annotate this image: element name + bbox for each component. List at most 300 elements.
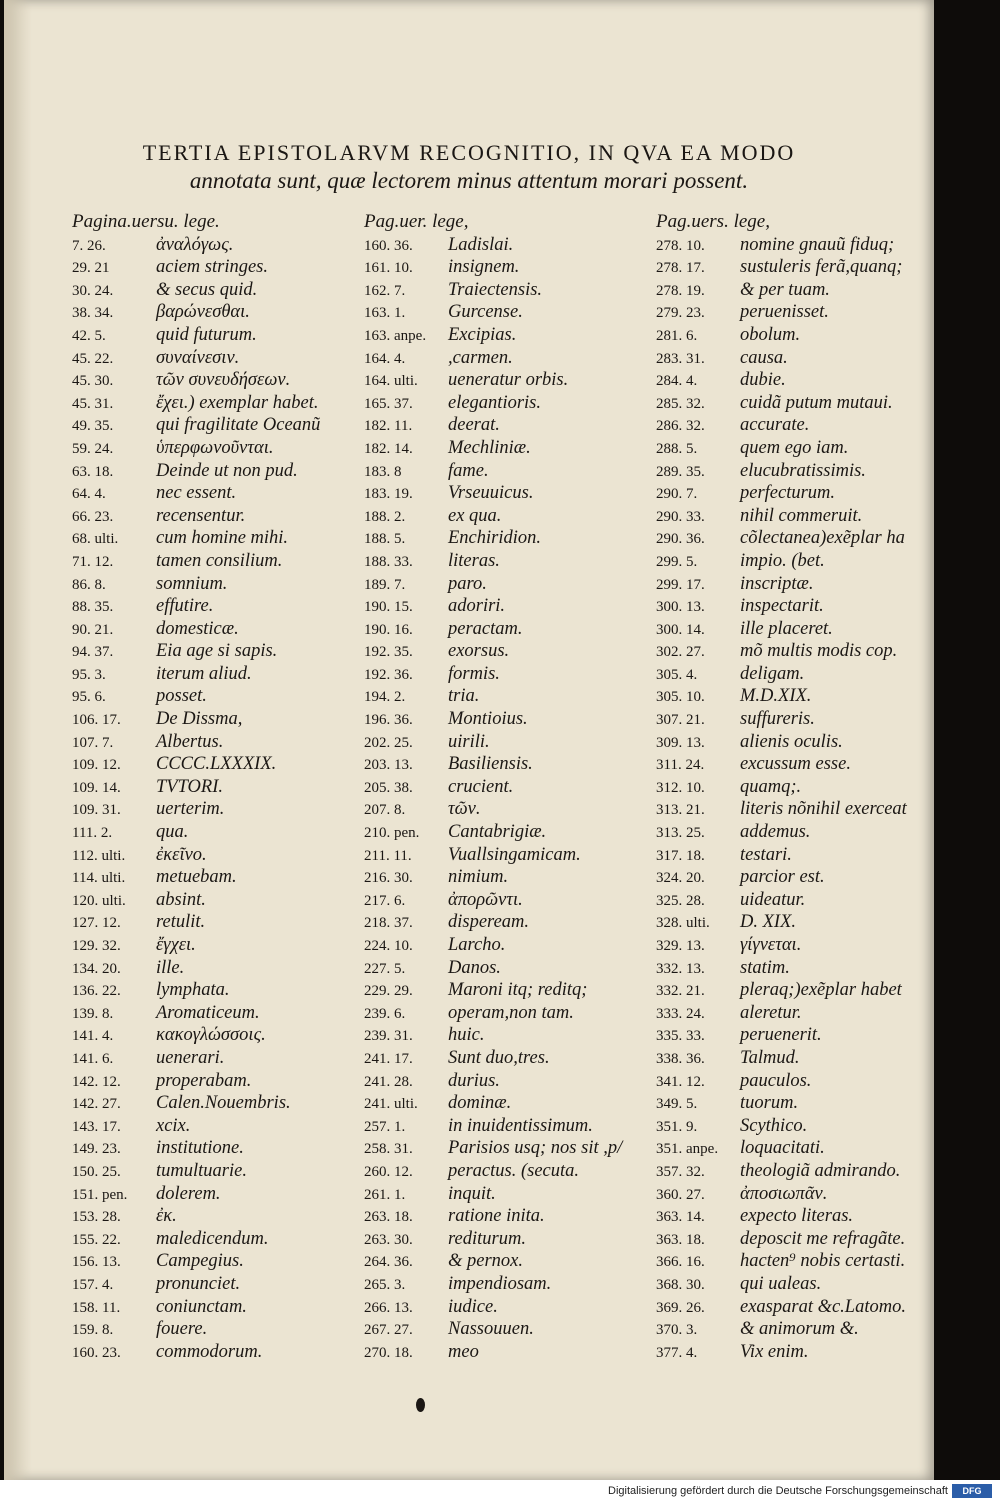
corrected-reading: uerterim.: [156, 799, 225, 820]
corrected-reading: nihil commeruit.: [740, 505, 863, 526]
corrected-reading: ratione inita.: [448, 1206, 545, 1227]
corrected-reading: Basiliensis.: [448, 754, 533, 775]
corrected-reading: inscriptæ.: [740, 573, 814, 594]
corrected-reading: domesticæ.: [156, 618, 239, 639]
errata-entry: [656, 957, 934, 980]
corrected-reading: Excipias.: [448, 324, 517, 345]
corrected-reading: exasparat &c.Latomo.: [740, 1296, 906, 1317]
errata-entry: [656, 1024, 934, 1047]
page-line-reference: 286. 32.: [656, 418, 705, 435]
page-line-reference: 300. 13.: [656, 599, 705, 616]
page-line-reference: 94. 37.: [72, 644, 114, 661]
errata-entry: [72, 1318, 362, 1341]
errata-entry: [72, 1115, 362, 1138]
page-heading-line1: TERTIA EPISTOLARVM RECOGNITIO, IN QVA EA MODO: [142, 140, 796, 165]
errata-entry: [656, 1341, 934, 1364]
errata-entry: [364, 640, 654, 663]
errata-entry: [656, 301, 934, 324]
errata-entry: [364, 369, 654, 392]
corrected-reading: accurate.: [740, 415, 810, 436]
errata-entry: [364, 392, 654, 415]
page-line-reference: 160. 23.: [72, 1344, 121, 1361]
errata-entry: [72, 1070, 362, 1093]
errata-entry: [364, 889, 654, 912]
corrected-reading: quamq;.: [740, 776, 802, 797]
errata-entry: [656, 640, 934, 663]
corrected-reading: somnium.: [156, 573, 228, 594]
errata-entry: [364, 279, 654, 302]
errata-entry: [72, 573, 362, 596]
page-line-reference: 312. 10.: [656, 779, 705, 796]
page-line-reference: 188. 5.: [364, 531, 406, 548]
page-line-reference: 241. 17.: [364, 1050, 413, 1067]
corrected-reading: quid futurum.: [156, 324, 257, 345]
page-line-reference: 257. 1.: [364, 1118, 406, 1135]
errata-entry: [72, 1205, 362, 1228]
page-line-reference: 299. 17.: [656, 576, 705, 593]
page-line-reference: 263. 30.: [364, 1231, 413, 1248]
errata-entry: [656, 934, 934, 957]
errata-entry: [656, 1205, 934, 1228]
corrected-reading: fame.: [448, 460, 489, 481]
errata-entry: [364, 1092, 654, 1115]
errata-entry: [364, 663, 654, 686]
errata-entry: [72, 979, 362, 1002]
errata-entry: [364, 1070, 654, 1093]
errata-entry: [656, 414, 934, 437]
corrected-reading: formis.: [448, 663, 500, 684]
corrected-reading: elucubratissimis.: [740, 460, 866, 481]
corrected-reading: peruenerit.: [740, 1025, 822, 1046]
errata-entry: [72, 369, 362, 392]
page-line-reference: 329. 13.: [656, 938, 705, 954]
corrected-reading: addemus.: [740, 822, 811, 843]
errata-entry: [364, 1160, 654, 1183]
page-line-reference: 207. 8.: [364, 802, 406, 819]
errata-entry: [364, 1047, 654, 1070]
page-line-reference: 136. 22.: [72, 983, 121, 1000]
errata-entry: [72, 256, 362, 279]
page-line-reference: 153. 28.: [72, 1209, 121, 1226]
errata-entry: [72, 550, 362, 573]
errata-entry: [364, 482, 654, 505]
corrected-reading: & pernox.: [448, 1251, 524, 1272]
errata-entry: [364, 527, 654, 550]
page-line-reference: 290. 7.: [656, 486, 698, 503]
errata-entry: [72, 731, 362, 754]
errata-entry: [364, 934, 654, 957]
page-line-reference: 88. 35.: [72, 599, 114, 616]
page-line-reference: 164. ulti.: [364, 373, 418, 390]
errata-entry: [72, 866, 362, 889]
corrected-reading: pleraq;)exẽplar habet: [740, 980, 902, 1001]
page-line-reference: 239. 31.: [364, 1028, 413, 1045]
errata-entry: [72, 1341, 362, 1364]
errata-entry: [364, 1273, 654, 1296]
errata-entry: [656, 1092, 934, 1115]
corrected-reading: iudice.: [448, 1296, 498, 1317]
page-line-reference: 283. 31.: [656, 350, 705, 367]
page-line-reference: 325. 28.: [656, 892, 705, 909]
corrected-reading: Mechliniæ.: [448, 437, 531, 458]
errata-entry: [72, 1296, 362, 1319]
corrected-reading: Albertus.: [156, 731, 224, 752]
errata-entry: [656, 798, 934, 821]
corrected-reading: ille placeret.: [740, 618, 833, 639]
page-line-reference: 49. 35.: [72, 418, 114, 435]
page-line-reference: 143. 17.: [72, 1118, 121, 1135]
page-line-reference: 192. 35.: [364, 644, 413, 661]
errata-entry: [72, 595, 362, 618]
page-line-reference: 370. 3.: [656, 1322, 698, 1339]
corrected-reading: suffureris.: [740, 709, 815, 730]
corrected-reading: uirili.: [448, 731, 490, 752]
corrected-reading: γίγνεται.: [740, 935, 802, 955]
corrected-reading: impendiosam.: [448, 1273, 552, 1294]
page-line-reference: 45. 31.: [72, 395, 114, 412]
page-line-reference: 300. 14.: [656, 621, 705, 638]
page-line-reference: 328. ulti.: [656, 915, 710, 932]
errata-entry: [364, 685, 654, 708]
page-line-reference: 289. 35.: [656, 463, 705, 480]
page-line-reference: 109. 12.: [72, 757, 121, 774]
page-line-reference: 63. 18.: [72, 463, 114, 480]
corrected-reading: ἐκεῖνο.: [156, 844, 207, 865]
errata-entry: [72, 753, 362, 776]
page-line-reference: 158. 11.: [72, 1299, 121, 1316]
corrected-reading: obolum.: [740, 324, 801, 345]
page-line-reference: 86. 8.: [72, 576, 106, 593]
corrected-reading: deposcit me refragãte.: [740, 1228, 906, 1249]
errata-entry: [364, 1296, 654, 1319]
corrected-reading: M.D.XIX.: [740, 686, 812, 707]
corrected-reading: expecto literas.: [740, 1206, 854, 1227]
corrected-reading: effutire.: [156, 596, 214, 617]
page-line-reference: 363. 14.: [656, 1209, 705, 1226]
corrected-reading: Talmud.: [740, 1047, 800, 1068]
page-line-reference: 202. 25.: [364, 734, 413, 751]
page-line-reference: 194. 2.: [364, 689, 406, 706]
book-page: [4, 0, 934, 1480]
corrected-reading: inspectarit.: [740, 596, 824, 617]
corrected-reading: causa.: [740, 347, 788, 368]
page-line-reference: 224. 10.: [364, 938, 413, 954]
page-line-reference: 141. 4.: [72, 1028, 114, 1045]
corrected-reading: pauculos.: [740, 1070, 812, 1091]
corrected-reading: Gurcense.: [448, 302, 523, 323]
corrected-reading: peruenisset.: [740, 302, 829, 323]
errata-entry: [364, 301, 654, 324]
corrected-reading: meo: [448, 1341, 479, 1362]
errata-entry: [72, 482, 362, 505]
errata-entry: [72, 301, 362, 324]
errata-entry: [364, 957, 654, 980]
page-line-reference: 309. 13.: [656, 734, 705, 751]
page-line-reference: 349. 5.: [656, 1096, 698, 1113]
page-line-reference: 285. 32.: [656, 395, 705, 412]
errata-entry: [72, 1183, 362, 1206]
corrected-reading: crucient.: [448, 776, 514, 797]
errata-entry: [656, 821, 934, 844]
corrected-reading: Enchiridion.: [448, 528, 542, 549]
corrected-reading: alienis oculis.: [740, 731, 843, 752]
corrected-reading: durius.: [448, 1070, 500, 1091]
corrected-reading: ἀπορῶντι.: [448, 889, 523, 910]
page-line-reference: 239. 6.: [364, 1005, 406, 1022]
page-line-reference: 95. 6.: [72, 689, 106, 706]
corrected-reading: qui fragilitate Oceanũ: [156, 415, 321, 436]
corrected-reading: theologiã admirando.: [740, 1160, 901, 1181]
page-line-reference: 183. 19.: [364, 486, 413, 503]
page-line-reference: 341. 12.: [656, 1073, 705, 1090]
ink-mark: [416, 1398, 425, 1412]
errata-entry: [364, 844, 654, 867]
corrected-reading: Larcho.: [448, 935, 506, 955]
corrected-reading: & per tuam.: [740, 279, 830, 300]
corrected-reading: Parisios usq; nos sit ,p/: [448, 1138, 623, 1159]
errata-entry: [656, 1273, 934, 1296]
corrected-reading: qua.: [156, 822, 189, 843]
corrected-reading: ἔχει.) exemplar habet.: [156, 392, 319, 413]
corrected-reading: ueneratur orbis.: [448, 370, 569, 391]
page-line-reference: 261. 1.: [364, 1186, 406, 1203]
corrected-reading: nomine gnauũ fiduq;: [740, 234, 895, 255]
corrected-reading: ἀποσιωπᾶν.: [740, 1183, 828, 1204]
corrected-reading: Campegius.: [156, 1251, 244, 1272]
corrected-reading: peractam.: [448, 618, 523, 639]
page-line-reference: 142. 27.: [72, 1096, 121, 1113]
errata-entry: [364, 731, 654, 754]
corrected-reading: dominæ.: [448, 1093, 512, 1114]
corrected-reading: operam,non tam.: [448, 1002, 574, 1023]
page-line-reference: 263. 18.: [364, 1209, 413, 1226]
errata-entry: [656, 753, 934, 776]
page-line-reference: 278. 19.: [656, 282, 705, 299]
page-line-reference: 369. 26.: [656, 1299, 705, 1316]
errata-entry: [364, 324, 654, 347]
errata-entry: [72, 776, 362, 799]
errata-entry: [364, 708, 654, 731]
page-line-reference: 241. 28.: [364, 1073, 413, 1090]
page-line-reference: 111. 2.: [72, 825, 113, 842]
corrected-reading: nec essent.: [156, 483, 237, 504]
errata-entry: [656, 550, 934, 573]
corrected-reading: Scythico.: [740, 1115, 808, 1136]
corrected-reading: perfecturum.: [740, 483, 836, 504]
dfg-logo: DFG: [952, 1484, 992, 1498]
page-line-reference: 281. 6.: [656, 327, 698, 344]
corrected-reading: Traiectensis.: [448, 279, 543, 300]
page-line-reference: 366. 16.: [656, 1254, 705, 1271]
page-line-reference: 305. 4.: [656, 666, 698, 683]
errata-entry: [656, 866, 934, 889]
corrected-reading: Vuallsingamicam.: [448, 844, 581, 865]
corrected-reading: De Dissma,: [156, 709, 243, 730]
errata-entry: [656, 685, 934, 708]
page-line-reference: 351. anpe.: [656, 1141, 719, 1158]
page-line-reference: 284. 4.: [656, 373, 698, 390]
errata-entry: [72, 347, 362, 370]
errata-entry: [656, 324, 934, 347]
corrected-reading: Danos.: [448, 957, 501, 978]
page-line-reference: 258. 31.: [364, 1141, 413, 1158]
page-line-reference: 150. 25.: [72, 1163, 121, 1180]
page-line-reference: 163. anpe.: [364, 327, 427, 344]
errata-entry: [656, 708, 934, 731]
errata-entry: [72, 234, 362, 257]
corrected-reading: elegantioris.: [448, 392, 542, 413]
errata-entry: [656, 1318, 934, 1341]
corrected-reading: Eia age si sapis.: [156, 641, 278, 662]
page-line-reference: 71. 12.: [72, 553, 114, 570]
page-line-reference: 141. 6.: [72, 1050, 114, 1067]
page-line-reference: 127. 12.: [72, 915, 121, 932]
page-line-reference: 109. 31.: [72, 802, 121, 819]
corrected-reading: aleretur.: [740, 1002, 802, 1023]
errata-entry: [656, 1296, 934, 1319]
page-line-reference: 149. 23.: [72, 1141, 121, 1158]
page-line-reference: 351. 9.: [656, 1118, 698, 1135]
page-line-reference: 363. 18.: [656, 1231, 705, 1248]
errata-entry: [656, 369, 934, 392]
corrected-reading: statim.: [740, 957, 790, 978]
errata-entry: [364, 437, 654, 460]
errata-entry: [364, 979, 654, 1002]
corrected-reading: cõlectanea)exẽplar ha: [740, 528, 905, 549]
errata-entry: [364, 1115, 654, 1138]
page-line-reference: 129. 32.: [72, 938, 121, 954]
corrected-reading: uideatur.: [740, 889, 806, 910]
page-line-reference: 288. 5.: [656, 440, 698, 457]
page-line-reference: 357. 32.: [656, 1163, 705, 1180]
page-line-reference: 120. ulti.: [72, 892, 126, 909]
page-line-reference: 142. 12.: [72, 1073, 121, 1090]
corrected-reading: Montioius.: [448, 709, 528, 730]
errata-entry: [656, 1070, 934, 1093]
corrected-reading: loquacitati.: [740, 1138, 825, 1159]
errata-entry: [656, 1002, 934, 1025]
page-line-reference: 182. 11.: [364, 418, 413, 435]
errata-entry: [364, 595, 654, 618]
errata-entry: [656, 573, 934, 596]
errata-entry: [364, 1137, 654, 1160]
corrected-reading: Calen.Nouembris.: [156, 1093, 291, 1114]
corrected-reading: peractus. (secuta.: [448, 1160, 580, 1181]
errata-entry: [656, 256, 934, 279]
errata-entry: [364, 505, 654, 528]
errata-entry: [72, 1273, 362, 1296]
page-line-reference: 338. 36.: [656, 1050, 705, 1067]
page-line-reference: 155. 22.: [72, 1231, 121, 1248]
corrected-reading: hacten⁹ nobis certasti.: [740, 1251, 906, 1272]
errata-entry: [72, 324, 362, 347]
errata-entry: [656, 731, 934, 754]
page-line-reference: 377. 4.: [656, 1344, 698, 1361]
corrected-reading: & animorum &.: [740, 1319, 859, 1340]
errata-entry: [364, 550, 654, 573]
page-line-reference: 164. 4.: [364, 350, 406, 367]
page-line-reference: 38. 34.: [72, 305, 114, 322]
errata-entry: [72, 1250, 362, 1273]
errata-entry: [656, 1250, 934, 1273]
corrected-reading: parcior est.: [740, 867, 825, 888]
corrected-reading: iterum aliud.: [156, 663, 252, 684]
corrected-reading: dolerem.: [156, 1183, 221, 1204]
column-header: Pag.uers. lege,: [656, 211, 770, 232]
page-line-reference: 305. 10.: [656, 689, 705, 706]
errata-entry: [72, 460, 362, 483]
errata-entry: [364, 1250, 654, 1273]
corrected-reading: ille.: [156, 957, 185, 978]
corrected-reading: tamen consilium.: [156, 550, 283, 571]
page-line-reference: 188. 33.: [364, 553, 413, 570]
errata-entry: [72, 414, 362, 437]
errata-entry: [72, 1047, 362, 1070]
page-line-reference: 139. 8.: [72, 1005, 114, 1022]
corrected-reading: exorsus.: [448, 641, 510, 662]
errata-entry: [72, 618, 362, 641]
errata-entry: [656, 1160, 934, 1183]
page-line-reference: 64. 4.: [72, 486, 106, 503]
page-line-reference: 45. 22.: [72, 350, 114, 367]
page-line-reference: 266. 13.: [364, 1299, 413, 1316]
page-line-reference: 68. ulti.: [72, 531, 119, 548]
errata-entry: [72, 505, 362, 528]
page-line-reference: 183. 8: [364, 463, 402, 480]
errata-entry: [364, 234, 654, 257]
corrected-reading: deerat.: [448, 415, 500, 436]
errata-entry: [656, 392, 934, 415]
page-line-reference: 279. 23.: [656, 305, 705, 322]
page-line-reference: 107. 7.: [72, 734, 114, 751]
page-line-reference: 45. 30.: [72, 373, 114, 390]
corrected-reading: D. XIX.: [740, 912, 796, 933]
corrected-reading: CCCC.LXXXIX.: [156, 754, 277, 775]
page-line-reference: 335. 33.: [656, 1028, 705, 1045]
errata-entry: [656, 776, 934, 799]
corrected-reading: Deinde ut non pud.: [156, 460, 298, 481]
errata-entry: [656, 527, 934, 550]
corrected-reading: κακογλώσσοις.: [156, 1025, 266, 1046]
errata-entry: [656, 889, 934, 912]
page-line-reference: 270. 18.: [364, 1344, 413, 1361]
errata-entry: [72, 1024, 362, 1047]
errata-entry: [364, 798, 654, 821]
corrected-reading: retulit.: [156, 912, 206, 933]
errata-entry: [72, 798, 362, 821]
corrected-reading: huic.: [448, 1025, 485, 1046]
page-line-reference: 332. 21.: [656, 983, 705, 1000]
errata-entry: [364, 256, 654, 279]
page-line-reference: 332. 13.: [656, 960, 705, 977]
page-line-reference: 264. 36.: [364, 1254, 413, 1271]
page-line-reference: 95. 3.: [72, 666, 106, 683]
page-line-reference: 299. 5.: [656, 553, 698, 570]
errata-entry: [656, 663, 934, 686]
errata-entry: [656, 1137, 934, 1160]
corrected-reading: properabam.: [156, 1070, 252, 1091]
errata-entry: [656, 618, 934, 641]
corrected-reading: deligam.: [740, 663, 805, 684]
page-line-reference: 30. 24.: [72, 282, 114, 299]
page-line-reference: 313. 21.: [656, 802, 705, 819]
errata-entry: [656, 1228, 934, 1251]
errata-entry: [364, 1318, 654, 1341]
page-line-reference: 227. 5.: [364, 960, 406, 977]
page-line-reference: 324. 20.: [656, 870, 705, 887]
corrected-reading: lymphata.: [156, 980, 230, 1001]
errata-entry: [364, 1183, 654, 1206]
